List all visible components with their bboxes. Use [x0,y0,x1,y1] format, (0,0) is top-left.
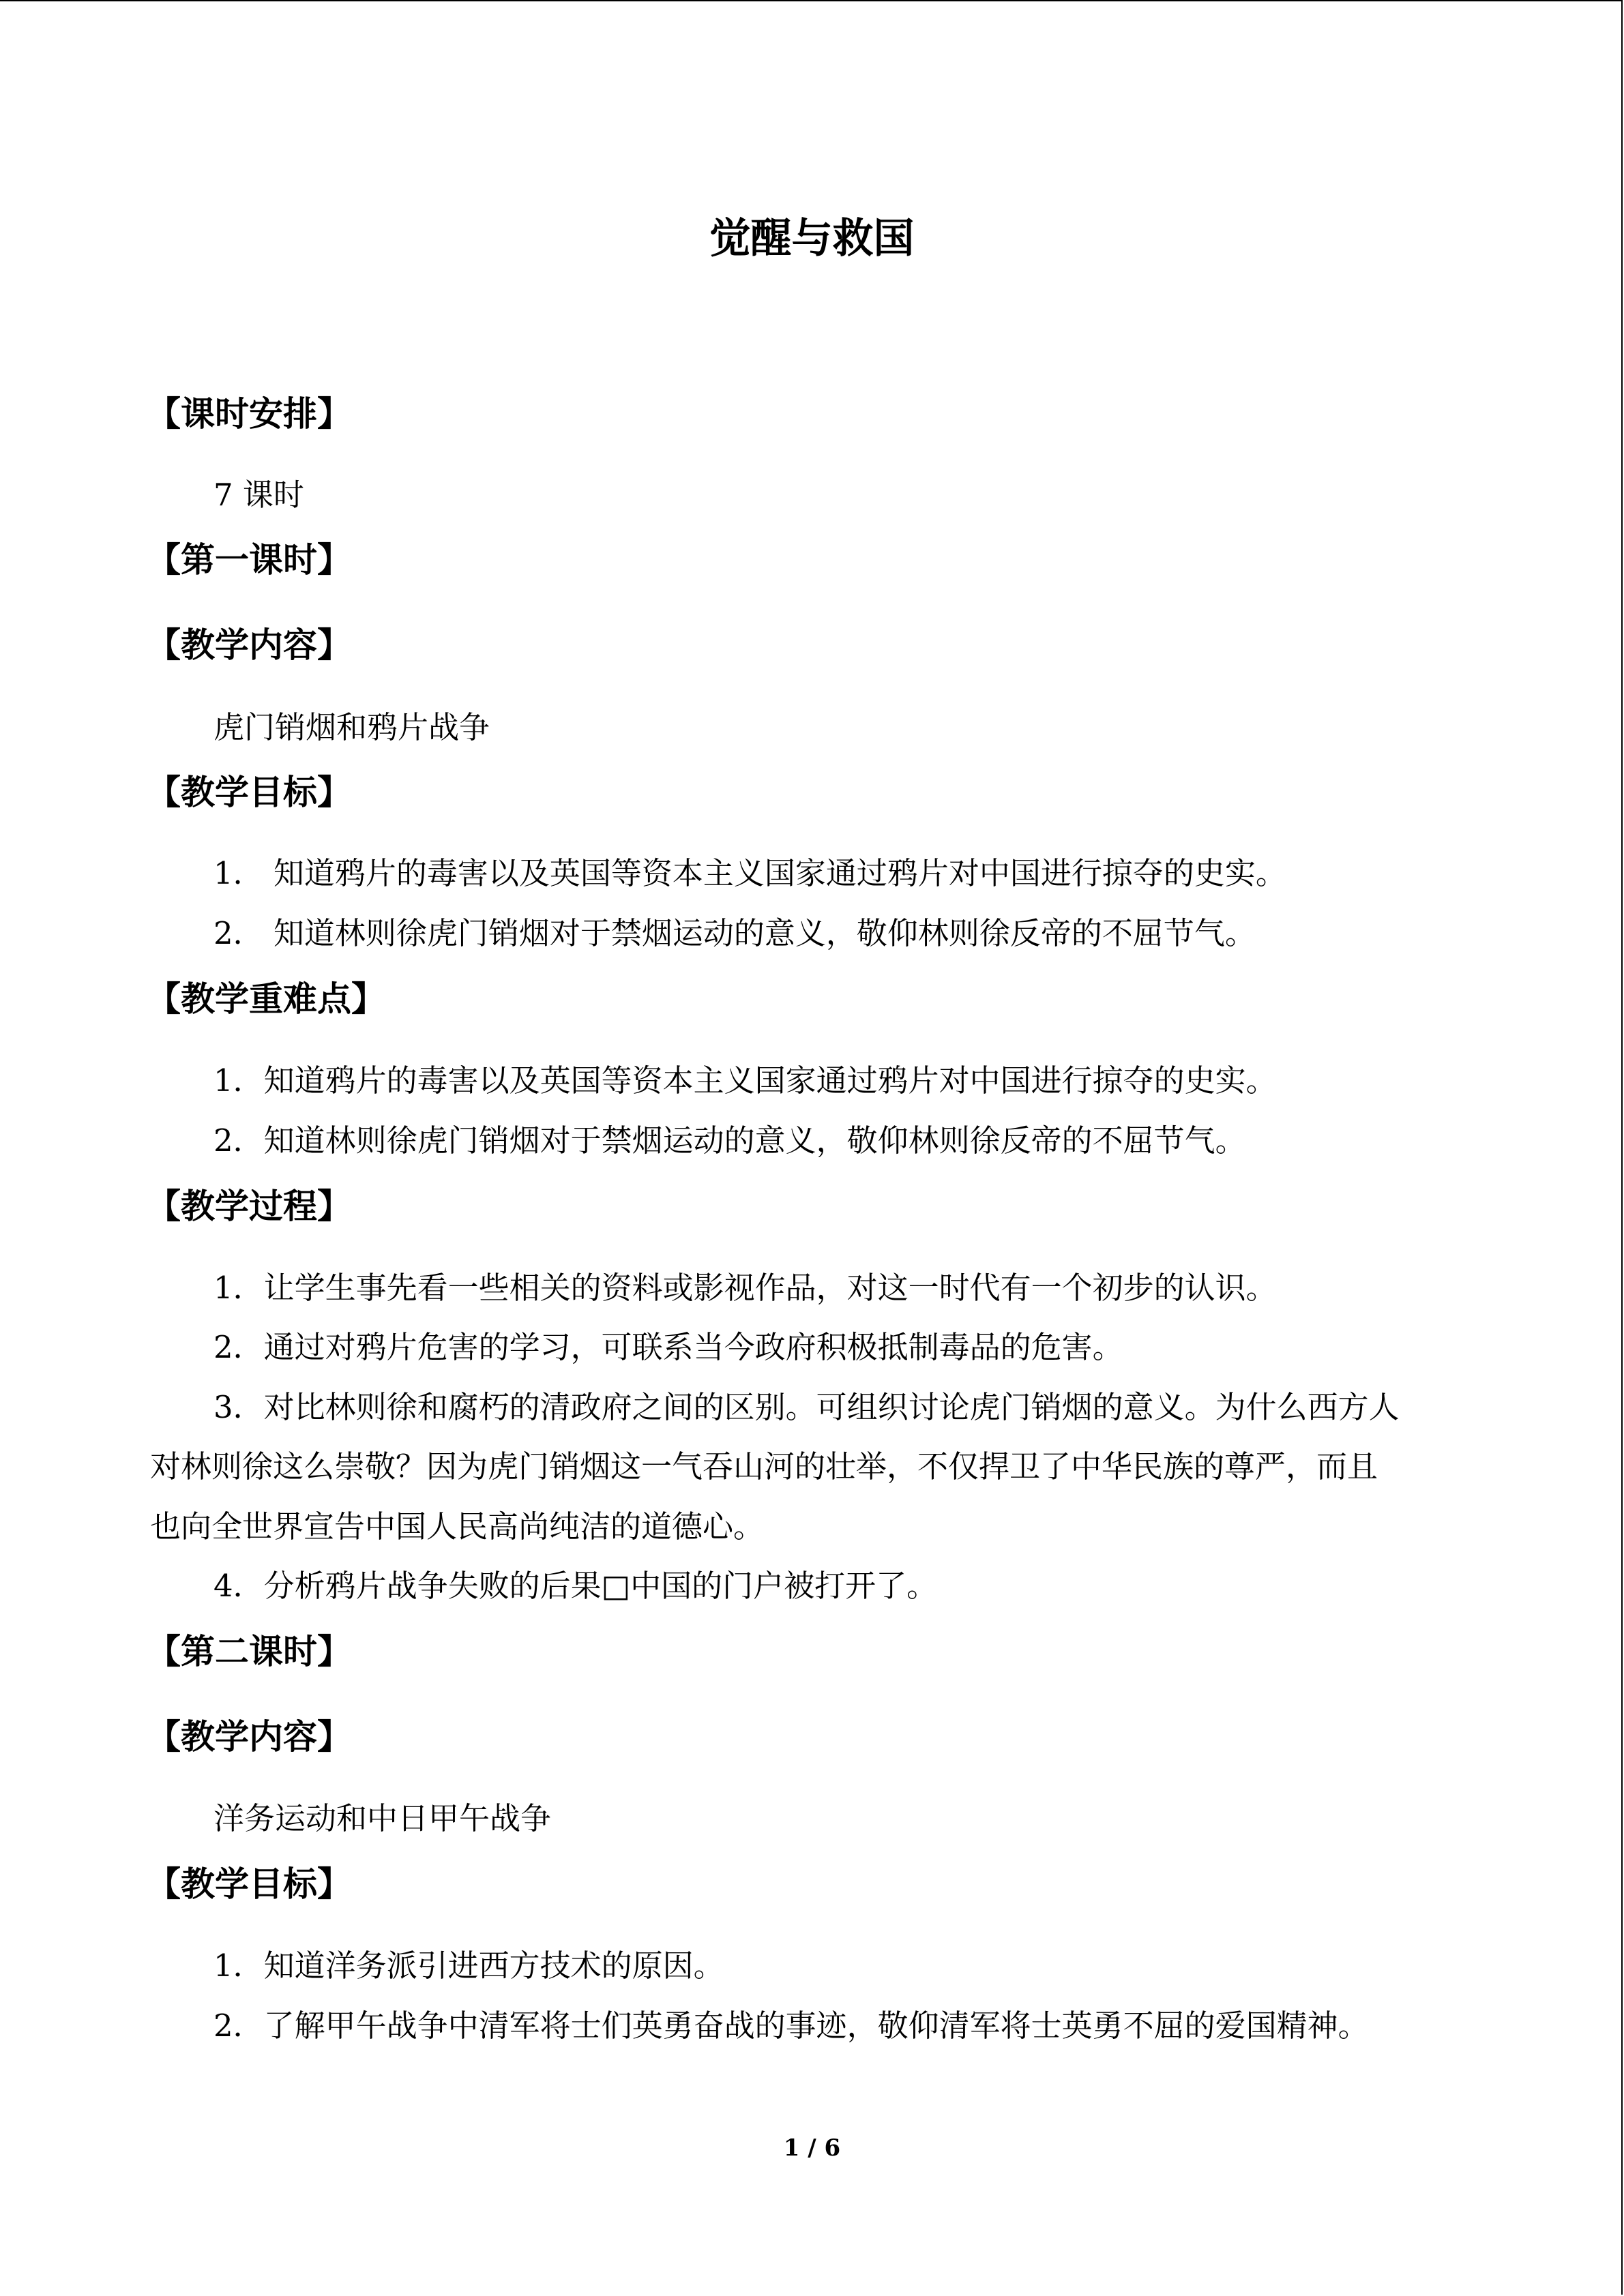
process-item: 4．分析鸦片战争失败的后果□中国的门户被打开了。 [213,1568,938,1604]
heading-lesson-two: 【第二课时】 [147,1632,351,1671]
key-point-item: 2．知道林则徐虎门销烟对于禁烟运动的意义，敬仰林则徐反帝的不屈节气。 [213,1122,1246,1159]
document-title: 觉醒与救国 [709,215,915,263]
key-point-item: 1．知道鸦片的毒害以及英国等资本主义国家通过鸦片对中国进行掠夺的史实。 [213,1062,1277,1099]
heading-teaching-goals: 【教学目标】 [147,1864,351,1904]
heading-teaching-content: 【教学内容】 [147,625,351,665]
heading-lesson-one: 【第一课时】 [147,540,351,580]
goal-item: 1．知道洋务派引进西方技术的原因。 [213,1948,724,1984]
teaching-content-text: 虎门销烟和鸦片战争 [213,709,490,745]
process-item: 2．通过对鸦片危害的学习，可联系当今政府积极抵制毒品的危害。 [213,1329,1123,1365]
heading-teaching-goals: 【教学目标】 [147,773,351,812]
process-item-continued: 也向全世界宣告中国人民高尚纯洁的道德心。 [150,1508,765,1545]
heading-teaching-process: 【教学过程】 [147,1187,351,1226]
goal-item: 2． 知道林则徐虎门销烟对于禁烟运动的意义，敬仰林则徐反帝的不屈节气。 [213,915,1256,951]
heading-teaching-content: 【教学内容】 [147,1717,351,1757]
teaching-content-text: 洋务运动和中日甲午战争 [213,1800,552,1836]
heading-class-schedule: 【课时安排】 [147,394,351,434]
goal-item: 1． 知道鸦片的毒害以及英国等资本主义国家通过鸦片对中国进行掠夺的史实。 [213,855,1286,891]
goal-item: 2．了解甲午战争中清军将士们英勇奋战的事迹，敬仰清军将士英勇不屈的爱国精神。 [213,2008,1369,2044]
process-item: 3．对比林则徐和腐朽的清政府之间的区别。可组织讨论虎门销烟的意义。为什么西方人 [213,1389,1400,1425]
page-number: 1 / 6 [783,2134,841,2162]
class-count: 7 课时 [213,477,304,513]
process-item: 1．让学生事先看一些相关的资料或影视作品，对这一时代有一个初步的认识。 [213,1270,1277,1306]
heading-key-points: 【教学重难点】 [147,979,385,1019]
process-item-continued: 对林则徐这么崇敬？因为虎门销烟这一气吞山河的壮举，不仅捍卫了中华民族的尊严，而且 [150,1448,1378,1485]
